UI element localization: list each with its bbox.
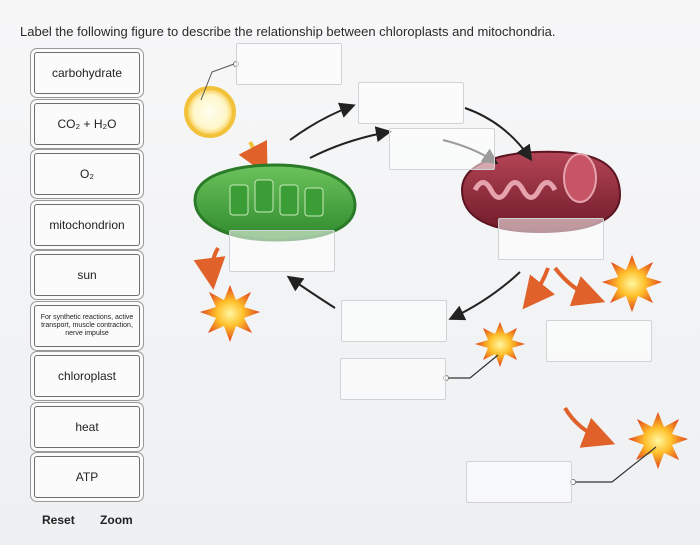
- drop-zone-7[interactable]: [546, 320, 652, 362]
- drop-zone-1[interactable]: [236, 43, 342, 85]
- arrow-mito-to-label: [452, 272, 520, 318]
- label-heat[interactable]: heat: [34, 406, 140, 448]
- label-o2[interactable]: O₂: [34, 153, 140, 195]
- chloroplast-icon: [195, 165, 355, 240]
- drop-zone-9[interactable]: [466, 461, 572, 503]
- heat-arrow-mito-3: [565, 408, 604, 440]
- drop-zone-8[interactable]: [340, 358, 446, 400]
- drop-zone-5[interactable]: [498, 218, 604, 260]
- heat-burst-icon: [475, 322, 525, 367]
- sunlight-arrow: [250, 142, 262, 165]
- label-energy-uses[interactable]: For synthetic reactions, active transport, muscle contraction, nerve impulse: [34, 305, 140, 347]
- label-sun[interactable]: sun: [34, 254, 140, 296]
- drop-zone-2[interactable]: [358, 82, 464, 124]
- arrow-chloro-to-label1: [290, 106, 352, 140]
- label-chloroplast[interactable]: chloroplast: [34, 355, 140, 397]
- drop-zone-3[interactable]: [389, 128, 495, 170]
- label-atp[interactable]: ATP: [34, 456, 140, 498]
- heat-arrow-mito-2: [555, 268, 594, 298]
- heat-burst-icon: [602, 255, 662, 312]
- heat-arrow-mito-1: [530, 268, 548, 300]
- zoom-button[interactable]: Zoom: [100, 513, 133, 527]
- heat-arrow-chloro: [212, 248, 218, 278]
- drop-zone-6[interactable]: [341, 300, 447, 342]
- reset-button[interactable]: Reset: [42, 513, 75, 527]
- arrow-back-to-chloro: [290, 278, 335, 308]
- leader-line: [446, 355, 498, 378]
- arrow-chloro-to-label2: [310, 132, 388, 158]
- drop-zone-4[interactable]: [229, 230, 335, 272]
- heat-burst-icon: [628, 412, 688, 469]
- label-mitochondrion[interactable]: mitochondrion: [34, 204, 140, 246]
- label-carbohydrate[interactable]: carbohydrate: [34, 52, 140, 94]
- sun-icon: [186, 62, 239, 137]
- label-co2-h2o[interactable]: CO₂ + H₂O: [34, 103, 140, 145]
- question-prompt: Label the following figure to describe the relationship between chloroplasts and mitochondria.: [20, 24, 556, 39]
- heat-burst-icon: [200, 285, 260, 342]
